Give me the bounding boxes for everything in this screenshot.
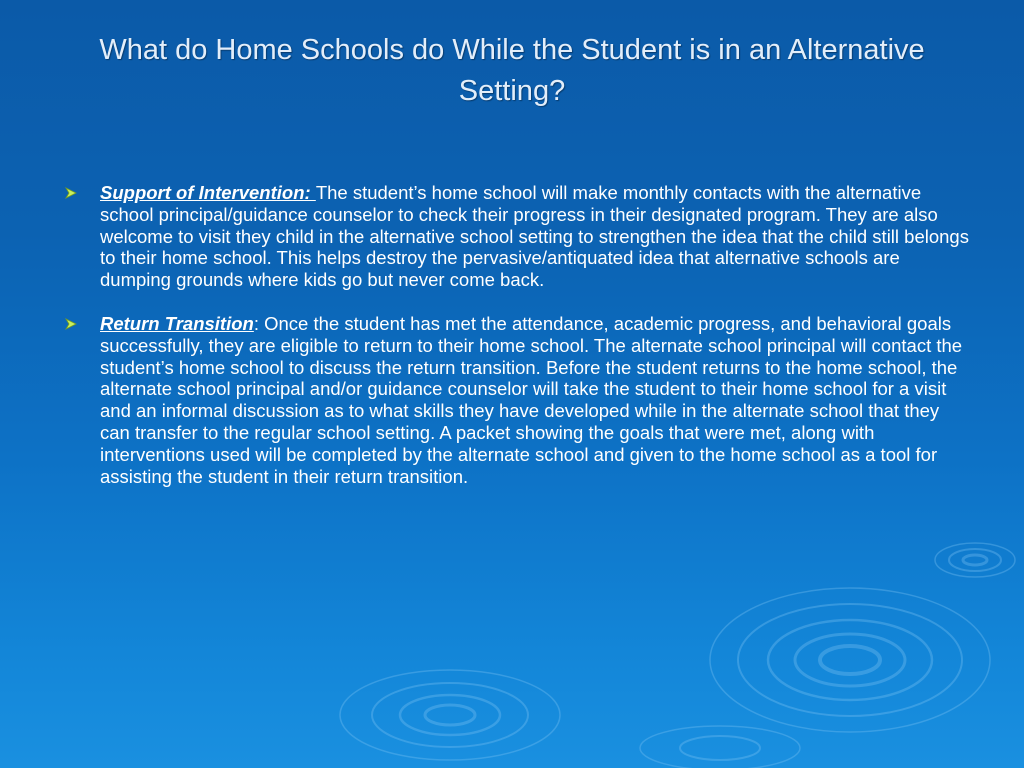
arrow-bullet-icon bbox=[64, 318, 78, 330]
bullet-text: Once the student has met the attendance, academic progress, and behavioral goals successfully, they are eligible to return to their home school. The alternate school principal will contact the student’s home school to discuss the return transition. Before the student returns to the home school, the alternate school principal and/or guidance counselor will take the student to their home school for a visit and an informal discussion as to what skills they have developed while in the alternate school that they can transfer to the regular school setting. A packet showing the goals that were met, along with interventions used will be completed by the alternate school and given to the home school as a tool for assisting the student in their return transition. bbox=[100, 312, 963, 487]
bullet-term: Return Transition bbox=[100, 312, 254, 334]
bullet-support-of-intervention bbox=[62, 182, 972, 291]
arrow-bullet-icon bbox=[64, 187, 78, 199]
bullet-term: Support of Intervention: bbox=[100, 182, 316, 203]
bullet-return-transition bbox=[62, 313, 972, 487]
bullet-separator: : bbox=[253, 312, 259, 334]
bullet-list bbox=[62, 182, 972, 487]
slide-title: What do Home Schools do While the Student is in an Alternative Setting? bbox=[99, 34, 925, 107]
bullet-text: The student’s home school will make monthly contacts with the alternative school principal/guidance counselor to check their progress in their designated program. They are also welcome to visit they child in the alternative school setting to strengthen the idea that the child still belongs to their home school. This helps destroy the pervasive/antiquated idea that alternative schools are dumping grounds where kids go but never come back. bbox=[100, 182, 969, 291]
